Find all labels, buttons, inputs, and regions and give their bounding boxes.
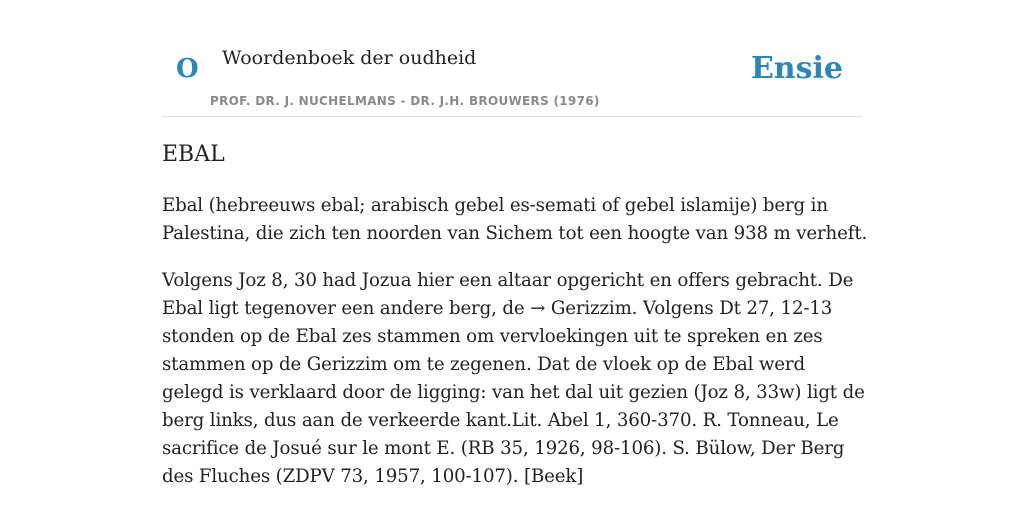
entry-paragraph: Ebal (hebreeuws ebal; arabisch gebel es-semati of gebel islamije) berg in Palestina, die zich ten noorden van Sichem tot een hoogte van 938 m verheft. [162,195,868,244]
dictionary-header [162,0,862,117]
paragraph-text: . Volgens Dt 27, 12-13 stonden op de Ebal zes stammen om vervloekingen uit te spreken en zes stammen op de Gerizzim om te zegenen. Dat de vloek op de Ebal werd gelegd is verklaard door de ligging: van het dal uit gezien (Joz 8, 33w) ligt de berg links, dus aan de verkeerde kant.Lit. Abel 1, 360-370. R. Tonneau, Le sacrifice de Josué sur le mont E. (RB 35, 1926, 98-106). S. Bülow, Der Berg des Fluches (ZDPV 73, 1957, 100-107). [Beek] [162,298,865,487]
entry-title: EBAL [162,142,225,167]
dictionary-title[interactable]: Woordenboek der oudheid [222,47,477,69]
index-letter[interactable]: O [176,54,199,84]
paragraph-text: Volgens Joz 8, 30 had Jozua hier een altaar opgericht en offers gebracht. De Ebal ligt tegenover een andere berg, de [162,270,854,319]
ensie-logo-link[interactable]: Ensie [750,51,843,86]
dictionary-authors: PROF. DR. J. NUCHELMANS - DR. J.H. BROUWERS (1976) [210,94,600,108]
article-page [162,0,868,512]
entry-paragraph [162,267,868,491]
cross-reference-link-gerizzim[interactable]: → Gerizzim [530,298,632,319]
